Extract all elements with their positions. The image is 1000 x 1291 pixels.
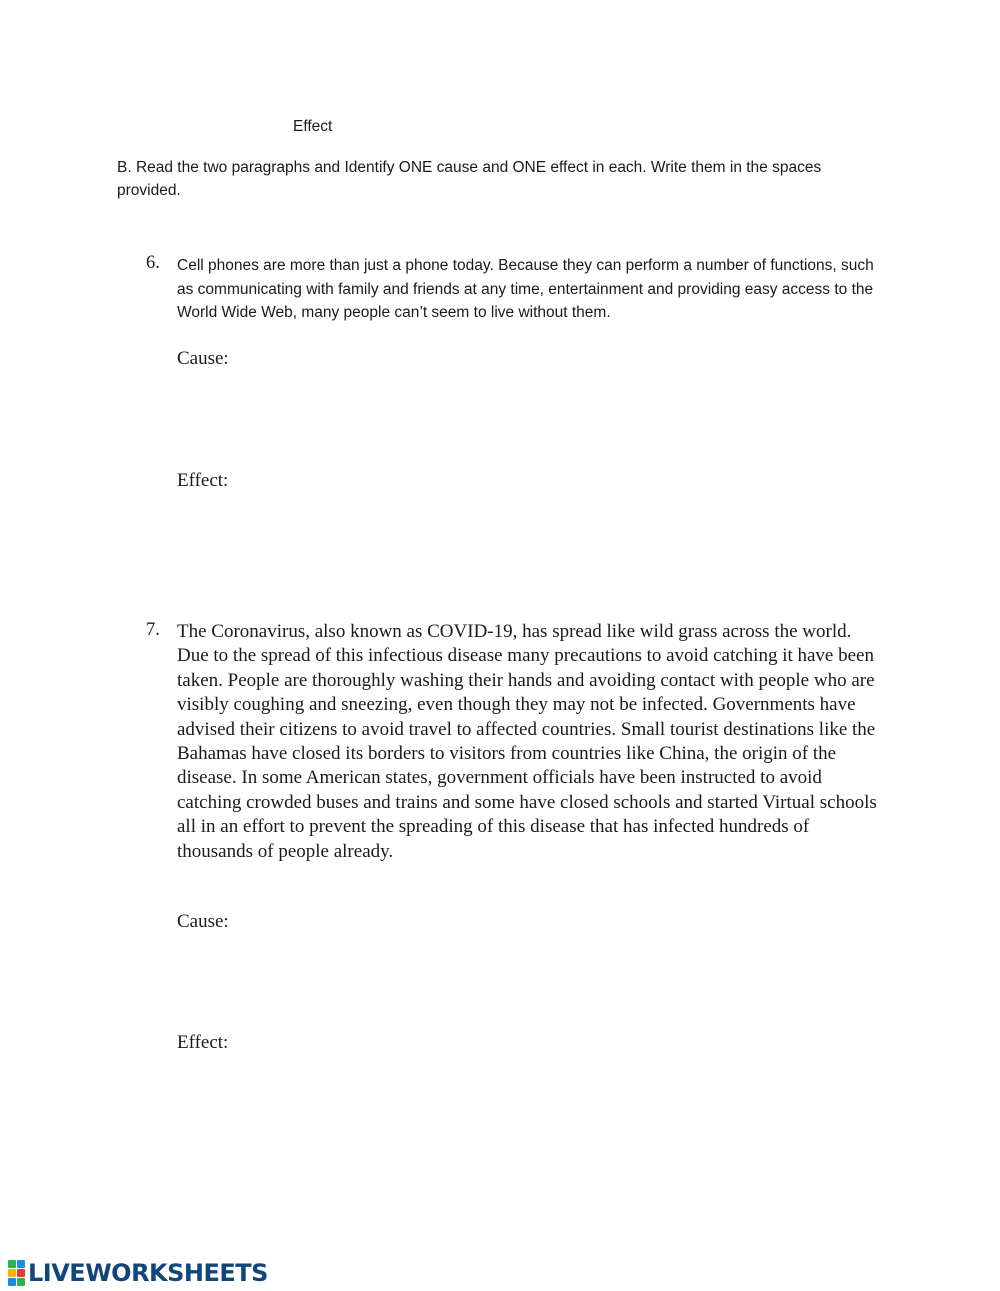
liveworksheets-logo <box>8 1257 268 1289</box>
question-6-effect-label: Effect: <box>177 470 229 491</box>
question-7-effect-label: Effect: <box>177 1032 229 1053</box>
question-7-paragraph: The Coronavirus, also known as COVID-19, has spread like wild grass across the world. Due to the spread of this infectious disease many precautions to avoid catching it have been taken. People are thoroughly washing their hands and avoiding contact with people who are visibly coughing and sneezing, even though they may not be infected. Governments have advised their citizens to avoid travel to affected countries. Small tourist destinations like the Bahamas have closed its borders to visitors from countries like China, the origin of the disease. In some American states, government officials have been instructed to avoid catching crowded buses and trains and some have closed schools and started Virtual schools all in an effort to prevent the spreading of this disease that has infected hundreds of thousands of people already. <box>177 621 877 862</box>
question-7-cause-label: Cause: <box>177 911 229 932</box>
question-6-number: 6. <box>146 253 160 273</box>
question-6-cause-label: Cause: <box>177 348 229 369</box>
instruction-text: B. Read the two paragraphs and Identify ONE cause and ONE effect in each. Write them in the spaces provided. <box>117 159 822 199</box>
effect-heading: Effect <box>293 118 333 135</box>
liveworksheets-logo-icon <box>8 1260 25 1286</box>
logo-text: LIVEWORKSHEETS <box>28 1259 268 1287</box>
question-7-number: 7. <box>146 620 160 640</box>
question-6-paragraph: Cell phones are more than just a phone today. Because they can perform a number of functions, such as communicating with family and friends at any time, entertainment and providing easy access to the World Wide Web, many people can’t seem to live without them. <box>177 257 874 321</box>
